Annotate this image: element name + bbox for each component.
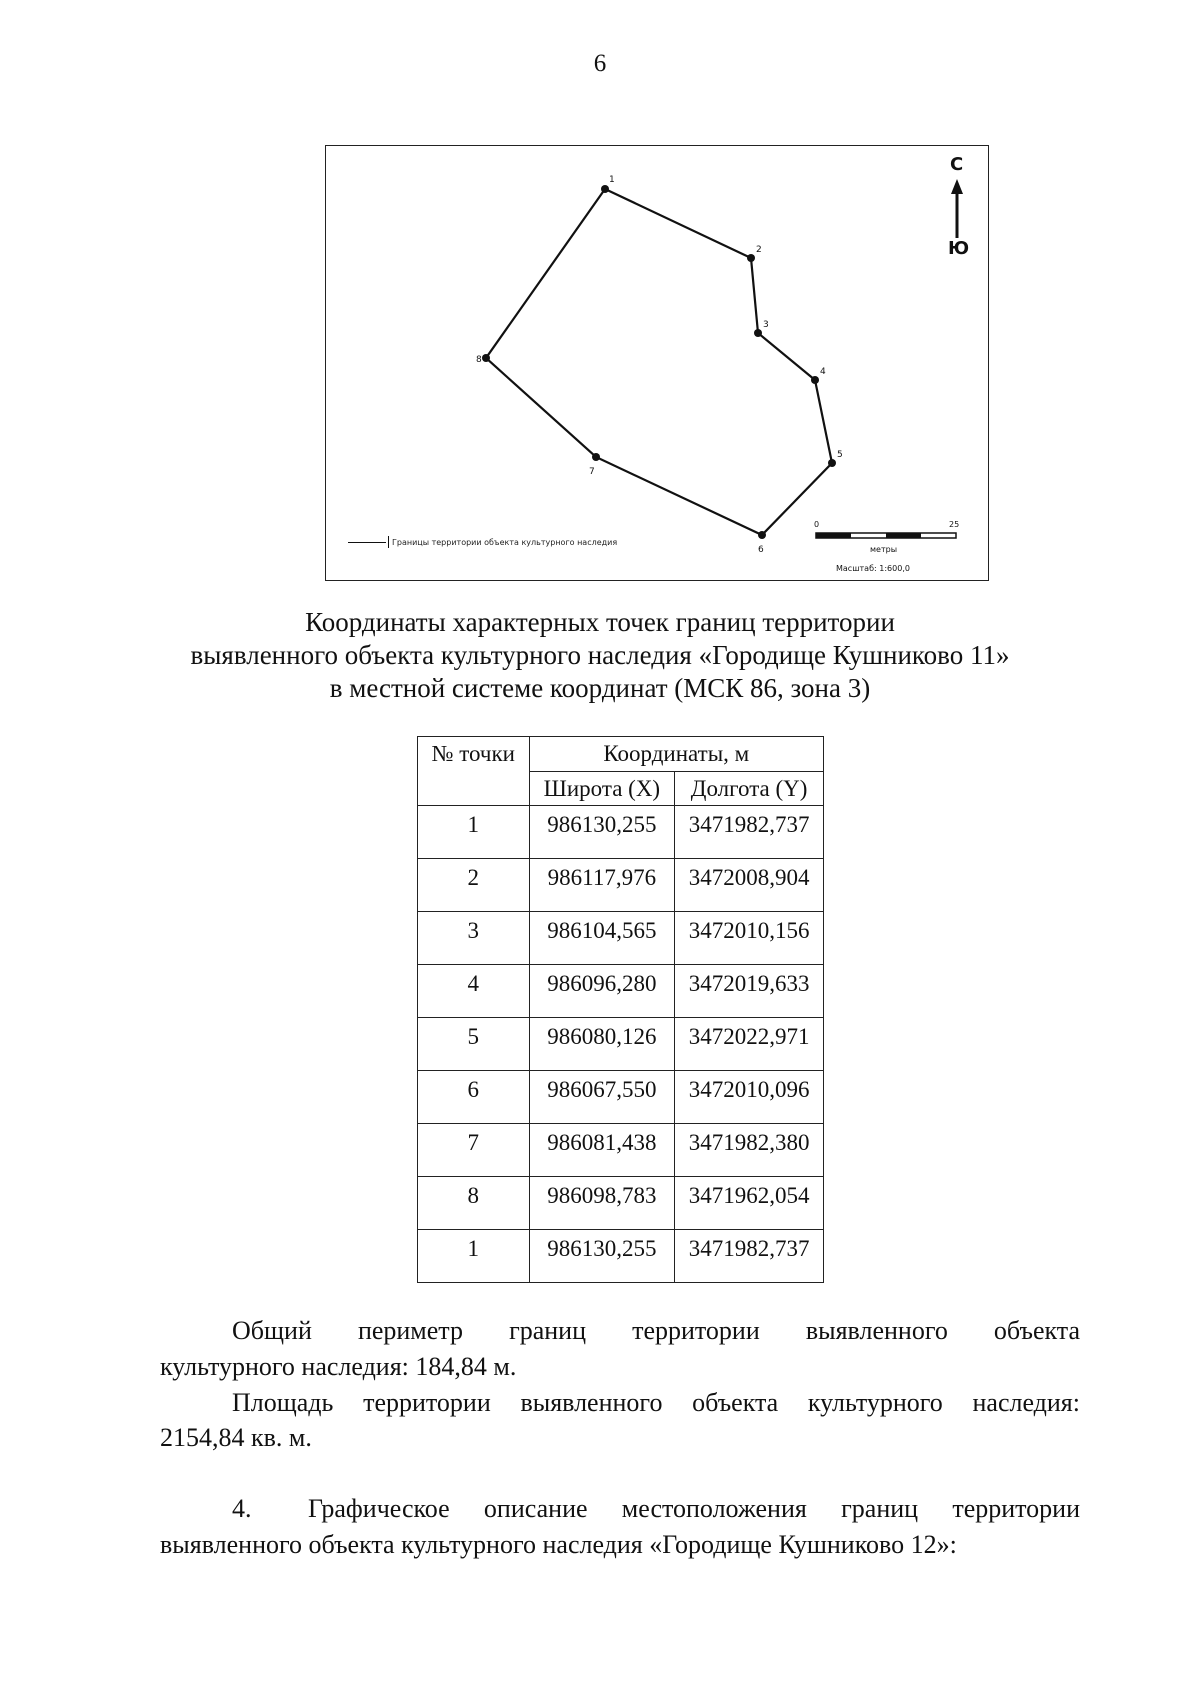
area-line-1: Площадь территории выявленного объекта культурного наследия: (232, 1388, 1080, 1417)
scale-bar (816, 533, 956, 538)
table-row: 2 986117,976 3472008,904 (418, 859, 824, 912)
coordinates-table (417, 736, 824, 1283)
boundary-point (754, 329, 762, 337)
table-caption (0, 606, 1200, 705)
scale-units: метры (870, 545, 898, 554)
map-legend (348, 536, 617, 548)
boundary-point (811, 376, 819, 384)
point-label-4: 4 (820, 367, 826, 377)
point-label-3: 3 (763, 320, 769, 330)
perimeter-line-1: Общий периметр границ территории выявленного объекта (232, 1316, 1080, 1345)
boundary-point (482, 354, 490, 362)
south-label: Ю (948, 238, 970, 259)
boundary-polygon (486, 189, 832, 535)
section-line-2: выявленного объекта культурного наследия «Городище Кушниково 12»: (160, 1530, 957, 1559)
legend-line-icon (348, 542, 386, 543)
map-drawing (326, 146, 990, 582)
point-label-8: 8 (476, 355, 482, 365)
caption-line: выявленного объекта культурного наследия «Городище Кушниково 11» (190, 640, 1010, 670)
table-row: 1 986130,255 3471982,737 (418, 806, 824, 859)
header-point: № точки (418, 737, 530, 806)
section-number: 4. (232, 1494, 252, 1523)
scale-zero: 0 (814, 520, 820, 529)
table-row: 7 986081,438 3471982,380 (418, 1124, 824, 1177)
table-row: 5 986080,126 3472022,971 (418, 1018, 824, 1071)
boundary-point (747, 254, 755, 262)
table-row: 1 986130,255 3471982,737 (418, 1230, 824, 1283)
boundary-point (758, 531, 766, 539)
north-arrow (951, 179, 963, 238)
table-row: 3 986104,565 3472010,156 (418, 912, 824, 965)
header-x: Широта (X) (529, 772, 675, 806)
north-label: С (950, 154, 964, 175)
boundary-point (592, 453, 600, 461)
caption-line: в местной системе координат (МСК 86, зона 3) (329, 673, 871, 703)
header-coords: Координаты, м (529, 737, 823, 772)
scale-max: 25 (949, 520, 960, 529)
page-number: 6 (593, 50, 607, 77)
table-row: 8 986098,783 3471962,054 (418, 1177, 824, 1230)
section-line-1: Графическое описание местоположения границ территории (308, 1494, 1080, 1523)
point-label-5: 5 (837, 450, 843, 460)
point-label-2: 2 (756, 245, 762, 255)
area-line-2: 2154,84 кв. м. (160, 1423, 312, 1452)
header-y: Долгота (Y) (675, 772, 824, 806)
section-heading (160, 1492, 1080, 1526)
legend-text: Границы территории объекта культурного наследия (392, 537, 618, 547)
boundary-map (325, 145, 989, 581)
caption-line: Координаты характерных точек границ территории (305, 607, 895, 637)
perimeter-line-2: культурного наследия: 184,84 м. (160, 1352, 517, 1381)
boundary-point (828, 459, 836, 467)
point-label-7: 7 (589, 467, 595, 477)
boundary-point (601, 185, 609, 193)
point-label-6: 6 (758, 545, 764, 555)
table-row: 4 986096,280 3472019,633 (418, 965, 824, 1018)
point-label-1: 1 (609, 175, 615, 185)
table-row: 6 986067,550 3472010,096 (418, 1071, 824, 1124)
scale-text: Масштаб: 1:600,0 (836, 564, 910, 573)
